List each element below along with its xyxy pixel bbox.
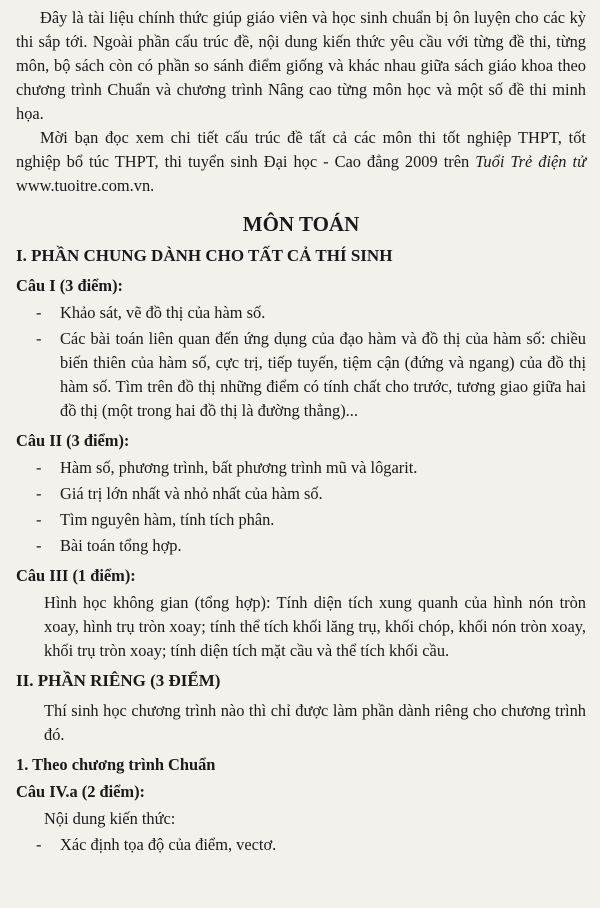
dash-marker: - [36,484,42,503]
question-3-text: Hình học không gian (tổng hợp): Tính diện tích xung quanh của hình nón tròn xoay, hình trụ tròn xoay; tính thể tích khối lăng trụ, khối chóp, khối nón tròn xoay, khối trụ tròn xoay; tính diện tích mặt cầu và thể tích khối cầu. [44,593,586,660]
section-2-block [16,699,586,747]
list-item [16,508,586,532]
intro-paragraph-2 [16,126,586,198]
subsection-1-heading: 1. Theo chương trình Chuẩn [16,755,216,774]
list-item-text: Khảo sát, vẽ đồ thị của hàm số. [60,303,266,322]
dash-marker: - [36,303,42,322]
list-item-text: Tìm nguyên hàm, tính tích phân. [60,510,275,529]
list-item-text: Giá trị lớn nhất và nhỏ nhất của hàm số. [60,484,323,503]
question-2-list [16,456,586,558]
dash-marker: - [36,536,42,555]
list-item [16,482,586,506]
question-4a-lead: Nội dung kiến thức: [44,809,176,828]
question-1-list [16,301,586,423]
question-4a-label: Câu IV.a (2 điểm): [16,782,146,801]
intro-p2-italic: Tuổi Trẻ điện tử [475,152,587,171]
question-2-label: Câu II (3 điểm): [16,431,130,450]
question-3-block [16,591,586,663]
list-item [16,833,586,857]
section-2-heading: II. PHẦN RIÊNG (3 ĐIỂM) [16,671,221,690]
intro-p2-start: Mời bạn đọc xem chi tiết cấu trúc đề tất cả các môn thi tốt nghiệp THPT, tốt nghiệp bổ túc THPT, thi tuyển sinh Đại học - Cao đẳng 2009 trên [16,128,586,171]
question-1-label: Câu I (3 điểm): [16,276,123,295]
list-item-text: Xác định tọa độ của điểm, vectơ. [60,835,277,854]
question-4a-list [16,833,586,857]
page-title: MÔN TOÁN [242,212,360,236]
list-item-text: Hàm số, phương trình, bất phương trình mũ và lôgarit. [60,458,418,477]
intro-p2-end: www.tuoitre.com.vn. [16,176,155,195]
dash-marker: - [36,458,42,477]
list-item-text: Bài toán tổng hợp. [60,536,182,555]
question-4a-block [16,807,586,831]
section-1-heading: I. PHẦN CHUNG DÀNH CHO TẤT CẢ THÍ SINH [16,246,393,265]
list-item [16,534,586,558]
list-item [16,301,586,325]
question-3-label: Câu III (1 điểm): [16,566,136,585]
section-2-text: Thí sinh học chương trình nào thì chỉ được làm phần dành riêng cho chương trình đó. [44,701,586,744]
dash-marker: - [36,835,42,854]
dash-marker: - [36,510,42,529]
list-item-text: Các bài toán liên quan đến ứng dụng của đạo hàm và đồ thị của hàm số: chiều biến thiên của hàm số, cực trị, tiếp tuyến, tiệm cận (đứng và ngang) của đồ thị hàm số. Tìm trên đồ thị những điểm có tính chất cho trước, tương giao giữa hai đồ thị (một trong hai đồ thị là đường thẳng)... [60,329,586,420]
dash-marker: - [36,329,42,348]
list-item [16,327,586,423]
intro-paragraph-1: Đây là tài liệu chính thức giúp giáo viên và học sinh chuẩn bị ôn luyện cho các kỳ thi sắp tới. Ngoài phần cấu trúc đề, nội dung kiến thức yêu cầu với từng đề thi, từng môn, bộ sách còn có phần so sánh điểm giống và khác nhau giữa sách giáo khoa theo chương trình Chuẩn và chương trình Nâng cao từng môn học và một số đề thi minh họa. [16,8,586,123]
list-item [16,456,586,480]
